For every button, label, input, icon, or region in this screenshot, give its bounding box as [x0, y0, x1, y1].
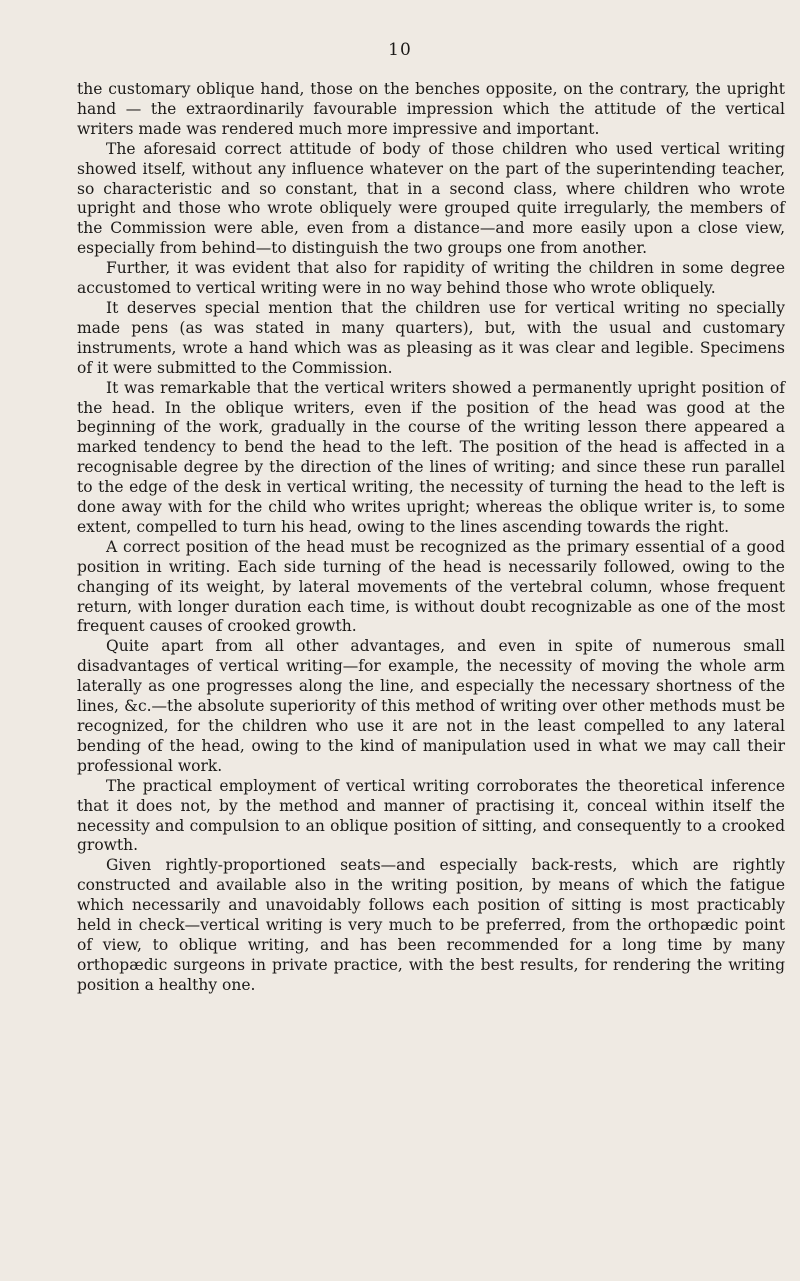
paragraph-6: A correct position of the head must be recognized as the primary essential of a good position in writing. Each side turning of the head is necessarily followed, owing to the changing of its weight, by lateral movements of the vertebral column, whose frequent return, with longer duration each time, is without doubt recognizable as one of the most frequent causes of crooked growth. — [77, 537, 785, 636]
paragraph-8: The practical employment of vertical writing corroborates the theoretical inference that it does not, by the method and manner of practising it, conceal within itself the necessity and compulsion to an oblique position of sitting, and consequently to a crooked growth. — [77, 776, 785, 855]
paragraph-2: The aforesaid correct attitude of body of those children who used vertical writing showed itself, without any influence whatever on the part of the superintending teacher, so characteristic and so constant, that in a second class, where children who wrote upright and those who wrote obliquely were grouped quite irregularly, the members of the Commission were able, even from a distance—and more easily upon a close view, especially from behind—to distinguish the two groups one from another. — [77, 139, 785, 258]
paragraph-9: Given rightly-proportioned seats—and especially back-rests, which are rightly constructed and available also in the writing position, by means of which the fatigue which necessarily and unavoidably follows each position of sitting is most practicably held in check—vertical writing is very much to be preferred, from the orthopædic point of view, to oblique writing, and has been recommended for a long time by many orthopædic surgeons in private practice, with the best results, for rendering the writing position a healthy one. — [77, 856, 785, 994]
paragraph-3: Further, it was evident that also for rapidity of writing the children in some degree accustomed to vertical writing were in no way behind those who wrote obliquely. — [77, 259, 785, 298]
page-number: 10 — [388, 40, 412, 60]
paragraph-7: Quite apart from all other advantages, and even in spite of numerous small disadvantages of vertical writing—for example, the necessity of moving the whole arm laterally as one progresses along the line, and especially the necessary shortness of the lines, &c.—the absolute superiority of this method of writing over other methods must be recognized, for the children who use it are not in the least compelled to any lateral bending of the head, owing to the kind of manipulation used in what we may call their professional work. — [77, 637, 785, 775]
body-text — [77, 80, 785, 996]
paragraph-4: It deserves special mention that the children use for vertical writing no specially made pens (as was stated in many quarters), but, with the usual and customary instruments, wrote a hand which was as pleasing as it was clear and legible. Specimens of it were submitted to the Commission. — [77, 298, 785, 377]
paragraph-1: the customary oblique hand, those on the benches opposite, on the contrary, the upright hand — the extraordinarily favourable impression which the attitude of the vertical writers made was rendered much more impressive and important. — [77, 80, 785, 138]
paragraph-5: It was remarkable that the vertical writers showed a permanently upright position of the head. In the oblique writers, even if the position of the head was good at the beginning of the work, gradually in the course of the writing lesson there appeared a marked tendency to bend the head to the left. The position of the head is affected in a recognisable degree by the direction of the lines of writing; and since these run parallel to the edge of the desk in vertical writing, the necessity of turning the head to the left is done away with for the child who writes upright; whereas the oblique writer is, to some extent, compelled to turn his head, owing to the lines ascending towards the right. — [77, 378, 785, 536]
